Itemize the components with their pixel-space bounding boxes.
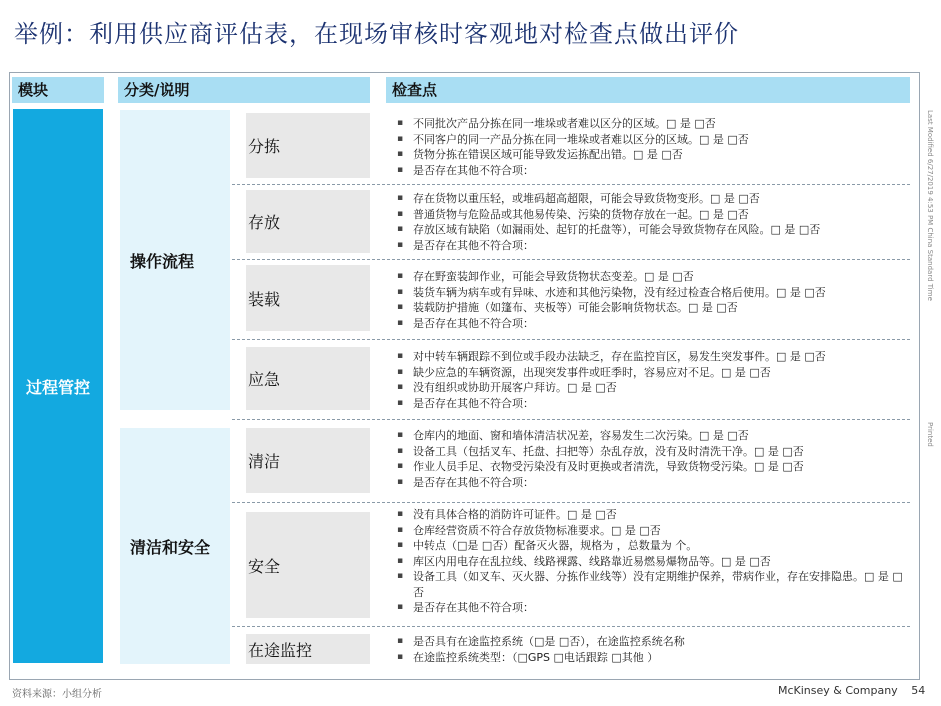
row-divider — [232, 259, 910, 260]
list-item: ▪ 缺少应急的车辆资源，出现突发事件或旺季时，容易应对不足。□ 是 □否 — [397, 365, 913, 381]
list-item: ▪ 是否具有在途监控系统（□是 □否），在途监控系统名称 — [397, 634, 913, 650]
list-item: ▪ 普通货物与危险品或其他易传染、污染的货物存放在一起。□ 是 □否 — [397, 207, 913, 223]
list-item: ▪ 作业人员手足、衣物受污染没有及时更换或者清洗，导致货物受污染。□ 是 □否 — [397, 459, 913, 475]
checklist-transit-monitoring — [397, 634, 913, 665]
sub-emergency: 应急 — [246, 347, 370, 410]
checklist-cleaning — [397, 428, 913, 490]
header-checkpoint: 检查点 — [386, 77, 910, 103]
list-item: ▪ 货物分拣在错误区域可能导致发运拣配出错。□ 是 □否 — [397, 147, 913, 163]
row-divider — [232, 419, 910, 420]
list-item: ▪ 仓库经营资质不符合存放货物标准要求。□ 是 □否 — [397, 523, 913, 539]
list-item: ▪ 存放区域有缺陷（如漏雨处、起钉的托盘等），可能会导致货物存在风险。□ 是 □否 — [397, 222, 913, 238]
sub-loading: 装载 — [246, 265, 370, 331]
list-item: ▪ 仓库内的地面、窗和墙体清洁状况差，容易发生二次污染。□ 是 □否 — [397, 428, 913, 444]
sub-transit-monitoring: 在途监控 — [246, 634, 370, 664]
checklist-emergency — [397, 349, 913, 411]
list-item: ▪ 不同客户的同一产品分拣在同一堆垛或者难以区分的区域。□ 是 □否 — [397, 132, 913, 148]
header-module: 模块 — [12, 77, 104, 103]
category-clean-safety: 清洁和安全 — [120, 428, 230, 664]
checklist-storage — [397, 191, 913, 253]
category-process: 操作流程 — [120, 110, 230, 410]
sub-safety: 安全 — [246, 512, 370, 618]
page-number: 54 — [911, 684, 926, 697]
checklist-loading — [397, 269, 913, 331]
list-item: ▪ 是否存在其他不符合项： — [397, 316, 913, 332]
list-item: ▪ 库区内用电存在乱拉线、线路裸露、线路靠近易燃易爆物品等。□ 是 □否 — [397, 554, 913, 570]
list-item: ▪ 对中转车辆跟踪不到位或手段办法缺乏，存在监控盲区，易发生突发事件。□ 是 □否 — [397, 349, 913, 365]
list-item: ▪ 是否存在其他不符合项： — [397, 600, 913, 616]
header-category: 分类/说明 — [118, 77, 370, 103]
last-modified-note: Last Modified 6/27/2019 4:53 PM China Standard Time — [926, 110, 934, 301]
page-title: 举例：利用供应商评估表，在现场审核时客观地对检查点做出评价 — [14, 20, 739, 48]
module-label: 过程管控 — [13, 109, 103, 663]
list-item: ▪ 不同批次产品分拣在同一堆垛或者难以区分的区域。□ 是 □否 — [397, 116, 913, 132]
list-item: ▪ 存在野蛮装卸作业，可能会导致货物状态变差。□ 是 □否 — [397, 269, 913, 285]
list-item: ▪ 中转点（□是 □否）配备灭火器，规格为 ，总数量为 个。 — [397, 538, 913, 554]
sub-sorting: 分拣 — [246, 113, 370, 178]
sub-cleaning: 清洁 — [246, 428, 370, 493]
list-item: ▪ 存在货物以重压轻，或堆码超高超限，可能会导致货物变形。□ 是 □否 — [397, 191, 913, 207]
row-divider — [232, 339, 910, 340]
list-item: ▪ 没有具体合格的消防许可证件。□ 是 □否 — [397, 507, 913, 523]
list-item: ▪ 是否存在其他不符合项： — [397, 396, 913, 412]
list-item: ▪ 设备工具（如叉车、灭火器、分拣作业线等）没有定期维护保养，带病作业，存在安排隐患。□ 是 □否 — [397, 569, 913, 600]
sub-storage: 存放 — [246, 190, 370, 253]
row-divider — [232, 502, 910, 503]
row-divider — [232, 184, 910, 185]
list-item: ▪ 没有组织或协助开展客户拜访。□ 是 □否 — [397, 380, 913, 396]
list-item: ▪ 装货车辆为病车或有异味、水迹和其他污染物，没有经过检查合格后使用。□ 是 □否 — [397, 285, 913, 301]
footer-brand — [778, 684, 925, 697]
printed-note: Printed — [926, 422, 934, 447]
list-item: ▪ 在途监控系统类型：（□GPS □电话跟踪 □其他 ） — [397, 650, 913, 666]
list-item: ▪ 是否存在其他不符合项： — [397, 475, 913, 491]
list-item: ▪ 是否存在其他不符合项： — [397, 238, 913, 254]
checklist-sorting — [397, 116, 913, 178]
list-item: ▪ 装载防护措施（如篷布、夹板等）可能会影响货物状态。□ 是 □否 — [397, 300, 913, 316]
row-divider — [232, 626, 910, 627]
list-item: ▪ 设备工具（包括叉车、托盘、扫把等）杂乱存放，没有及时清洗干净。□ 是 □否 — [397, 444, 913, 460]
brand-name: McKinsey & Company — [778, 684, 898, 697]
checklist-safety — [397, 507, 913, 616]
source-note: 资料来源：小组分析 — [12, 689, 102, 700]
list-item: ▪ 是否存在其他不符合项： — [397, 163, 913, 179]
